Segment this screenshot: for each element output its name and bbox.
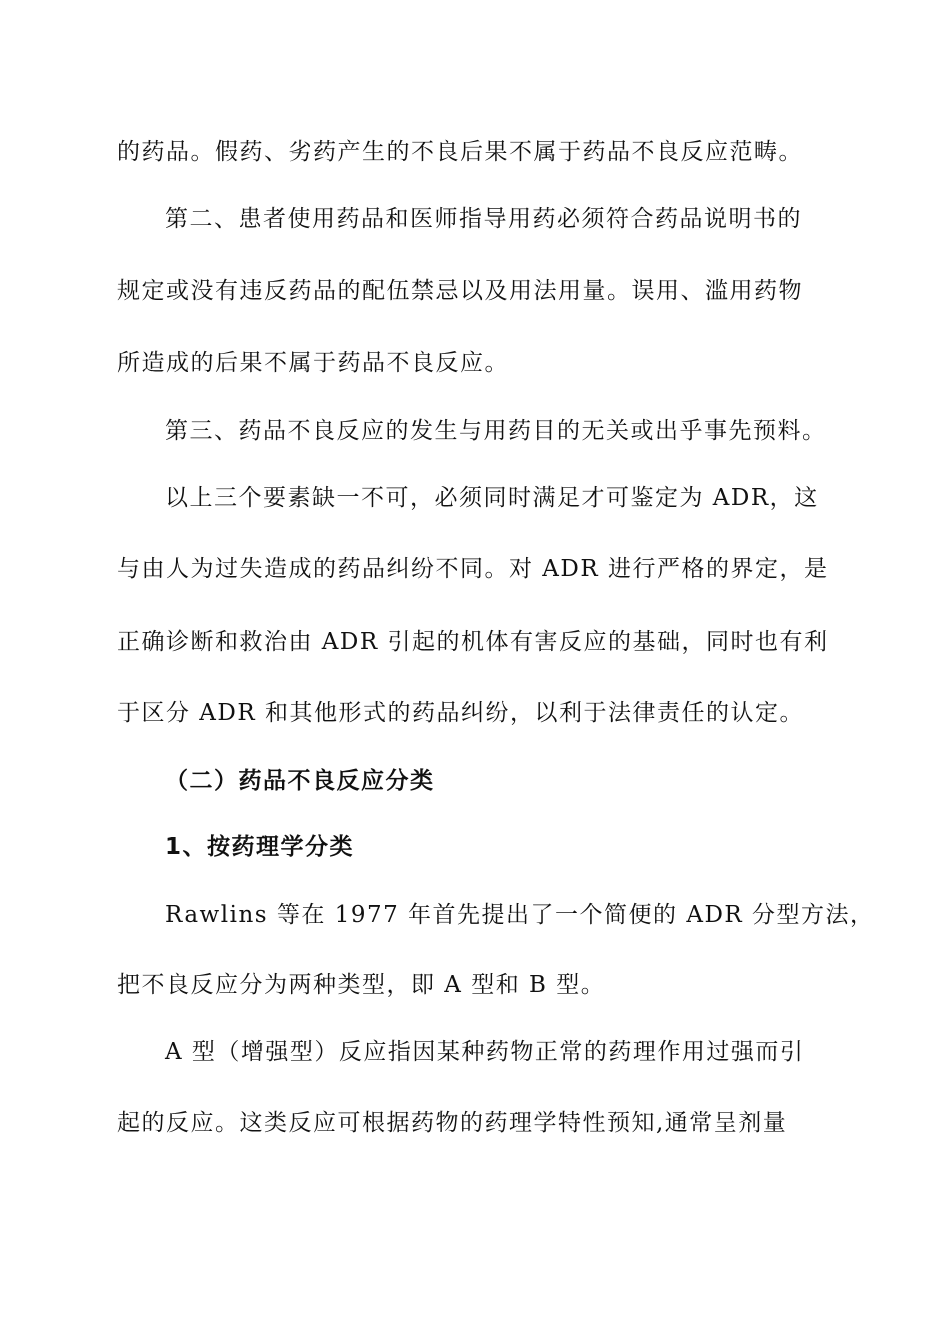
paragraph-line: 于区分 ADR 和其他形式的药品纠纷，以利于法律责任的认定。 — [117, 700, 804, 726]
paragraph-line: 第三、药品不良反应的发生与用药目的无关或出乎事先预料。 — [165, 418, 827, 444]
paragraph-line: 起的反应。这类反应可根据药物的药理学特性预知,通常呈剂量 — [117, 1110, 788, 1136]
paragraph-line: A 型（增强型）反应指因某种药物正常的药理作用过强而引 — [165, 1039, 805, 1065]
paragraph-line: 的药品。假药、劣药产生的不良后果不属于药品不良反应范畴。 — [117, 139, 803, 165]
paragraph-line: 第二、患者使用药品和医师指导用药必须符合药品说明书的 — [165, 206, 802, 232]
subsection-heading: 1、按药理学分类 — [165, 834, 355, 860]
paragraph-line: Rawlins 等在 1977 年首先提出了一个简便的 ADR 分型方法， — [165, 902, 875, 928]
paragraph-line: 以上三个要素缺一不可，必须同时满足才可鉴定为 ADR，这 — [165, 485, 819, 511]
section-heading: （二）药品不良反应分类 — [165, 768, 435, 794]
paragraph-line: 所造成的后果不属于药品不良反应。 — [117, 350, 509, 376]
paragraph-line: 把不良反应分为两种类型，即 A 型和 B 型。 — [117, 972, 606, 998]
paragraph-line: 正确诊断和救治由 ADR 引起的机体有害反应的基础，同时也有利 — [117, 629, 829, 655]
paragraph-line: 规定或没有违反药品的配伍禁忌以及用法用量。误用、滥用药物 — [117, 278, 803, 304]
paragraph-line: 与由人为过失造成的药品纠纷不同。对 ADR 进行严格的界定，是 — [117, 556, 829, 582]
